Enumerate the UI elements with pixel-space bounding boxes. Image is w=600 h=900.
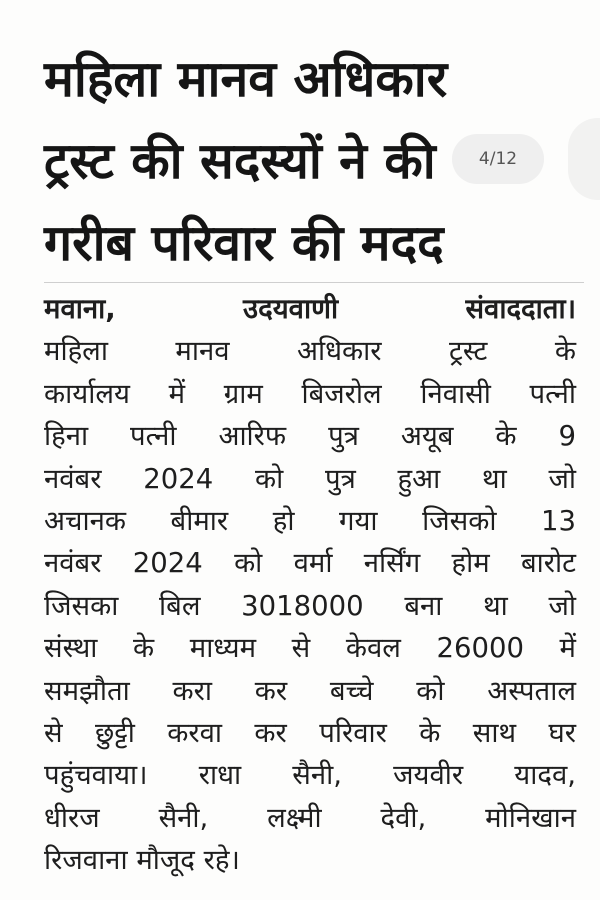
article-body-line: हिना पत्नी आरिफ पुत्र अयूब के 9 [44, 420, 576, 453]
article-body-line: नवंबर 2024 को पुत्र हुआ था जो [44, 462, 576, 495]
article-body-line: से छुट्टी करवा कर परिवार के साथ घर [44, 717, 576, 750]
headline-line: महिला मानव अधिकार [44, 50, 448, 108]
page-indicator[interactable]: 4/12 [452, 134, 544, 184]
article-body-line: धीरज सैनी, लक्ष्मी देवी, मोनिखान [44, 801, 576, 834]
article-body [44, 288, 584, 882]
article-body-line: जिसका बिल 3018000 बना था जो [44, 589, 576, 622]
article-dateline: मवाना, उदयवाणी संवाददाता। [44, 293, 576, 325]
article-body-line: अचानक बीमार हो गया जिसको 13 [44, 505, 576, 538]
headline-line: ट्रस्ट की सदस्यों ने की [44, 132, 436, 190]
article-body-line: कार्यालय में ग्राम बिजरोल निवासी पत्नी [44, 377, 576, 410]
article-body-line: संस्था के माध्यम से केवल 26000 में [44, 632, 576, 665]
article-body-line: नवंबर 2024 को वर्मा नर्सिंग होम बारोट [44, 547, 576, 580]
article-body-line: समझौता करा कर बच्चे को अस्पताल [44, 674, 576, 707]
headline-divider [44, 282, 584, 283]
headline-line: गरीब परिवार की मदद [44, 214, 444, 272]
article-body-line: पहुंचवाया। राधा सैनी, जयवीर यादव, [44, 759, 576, 792]
article-body-line: रिजवाना मौजूद रहे। [44, 844, 240, 877]
article-body-line: महिला मानव अधिकार ट्रस्ट के [44, 335, 576, 368]
next-page-hint[interactable] [568, 118, 600, 200]
